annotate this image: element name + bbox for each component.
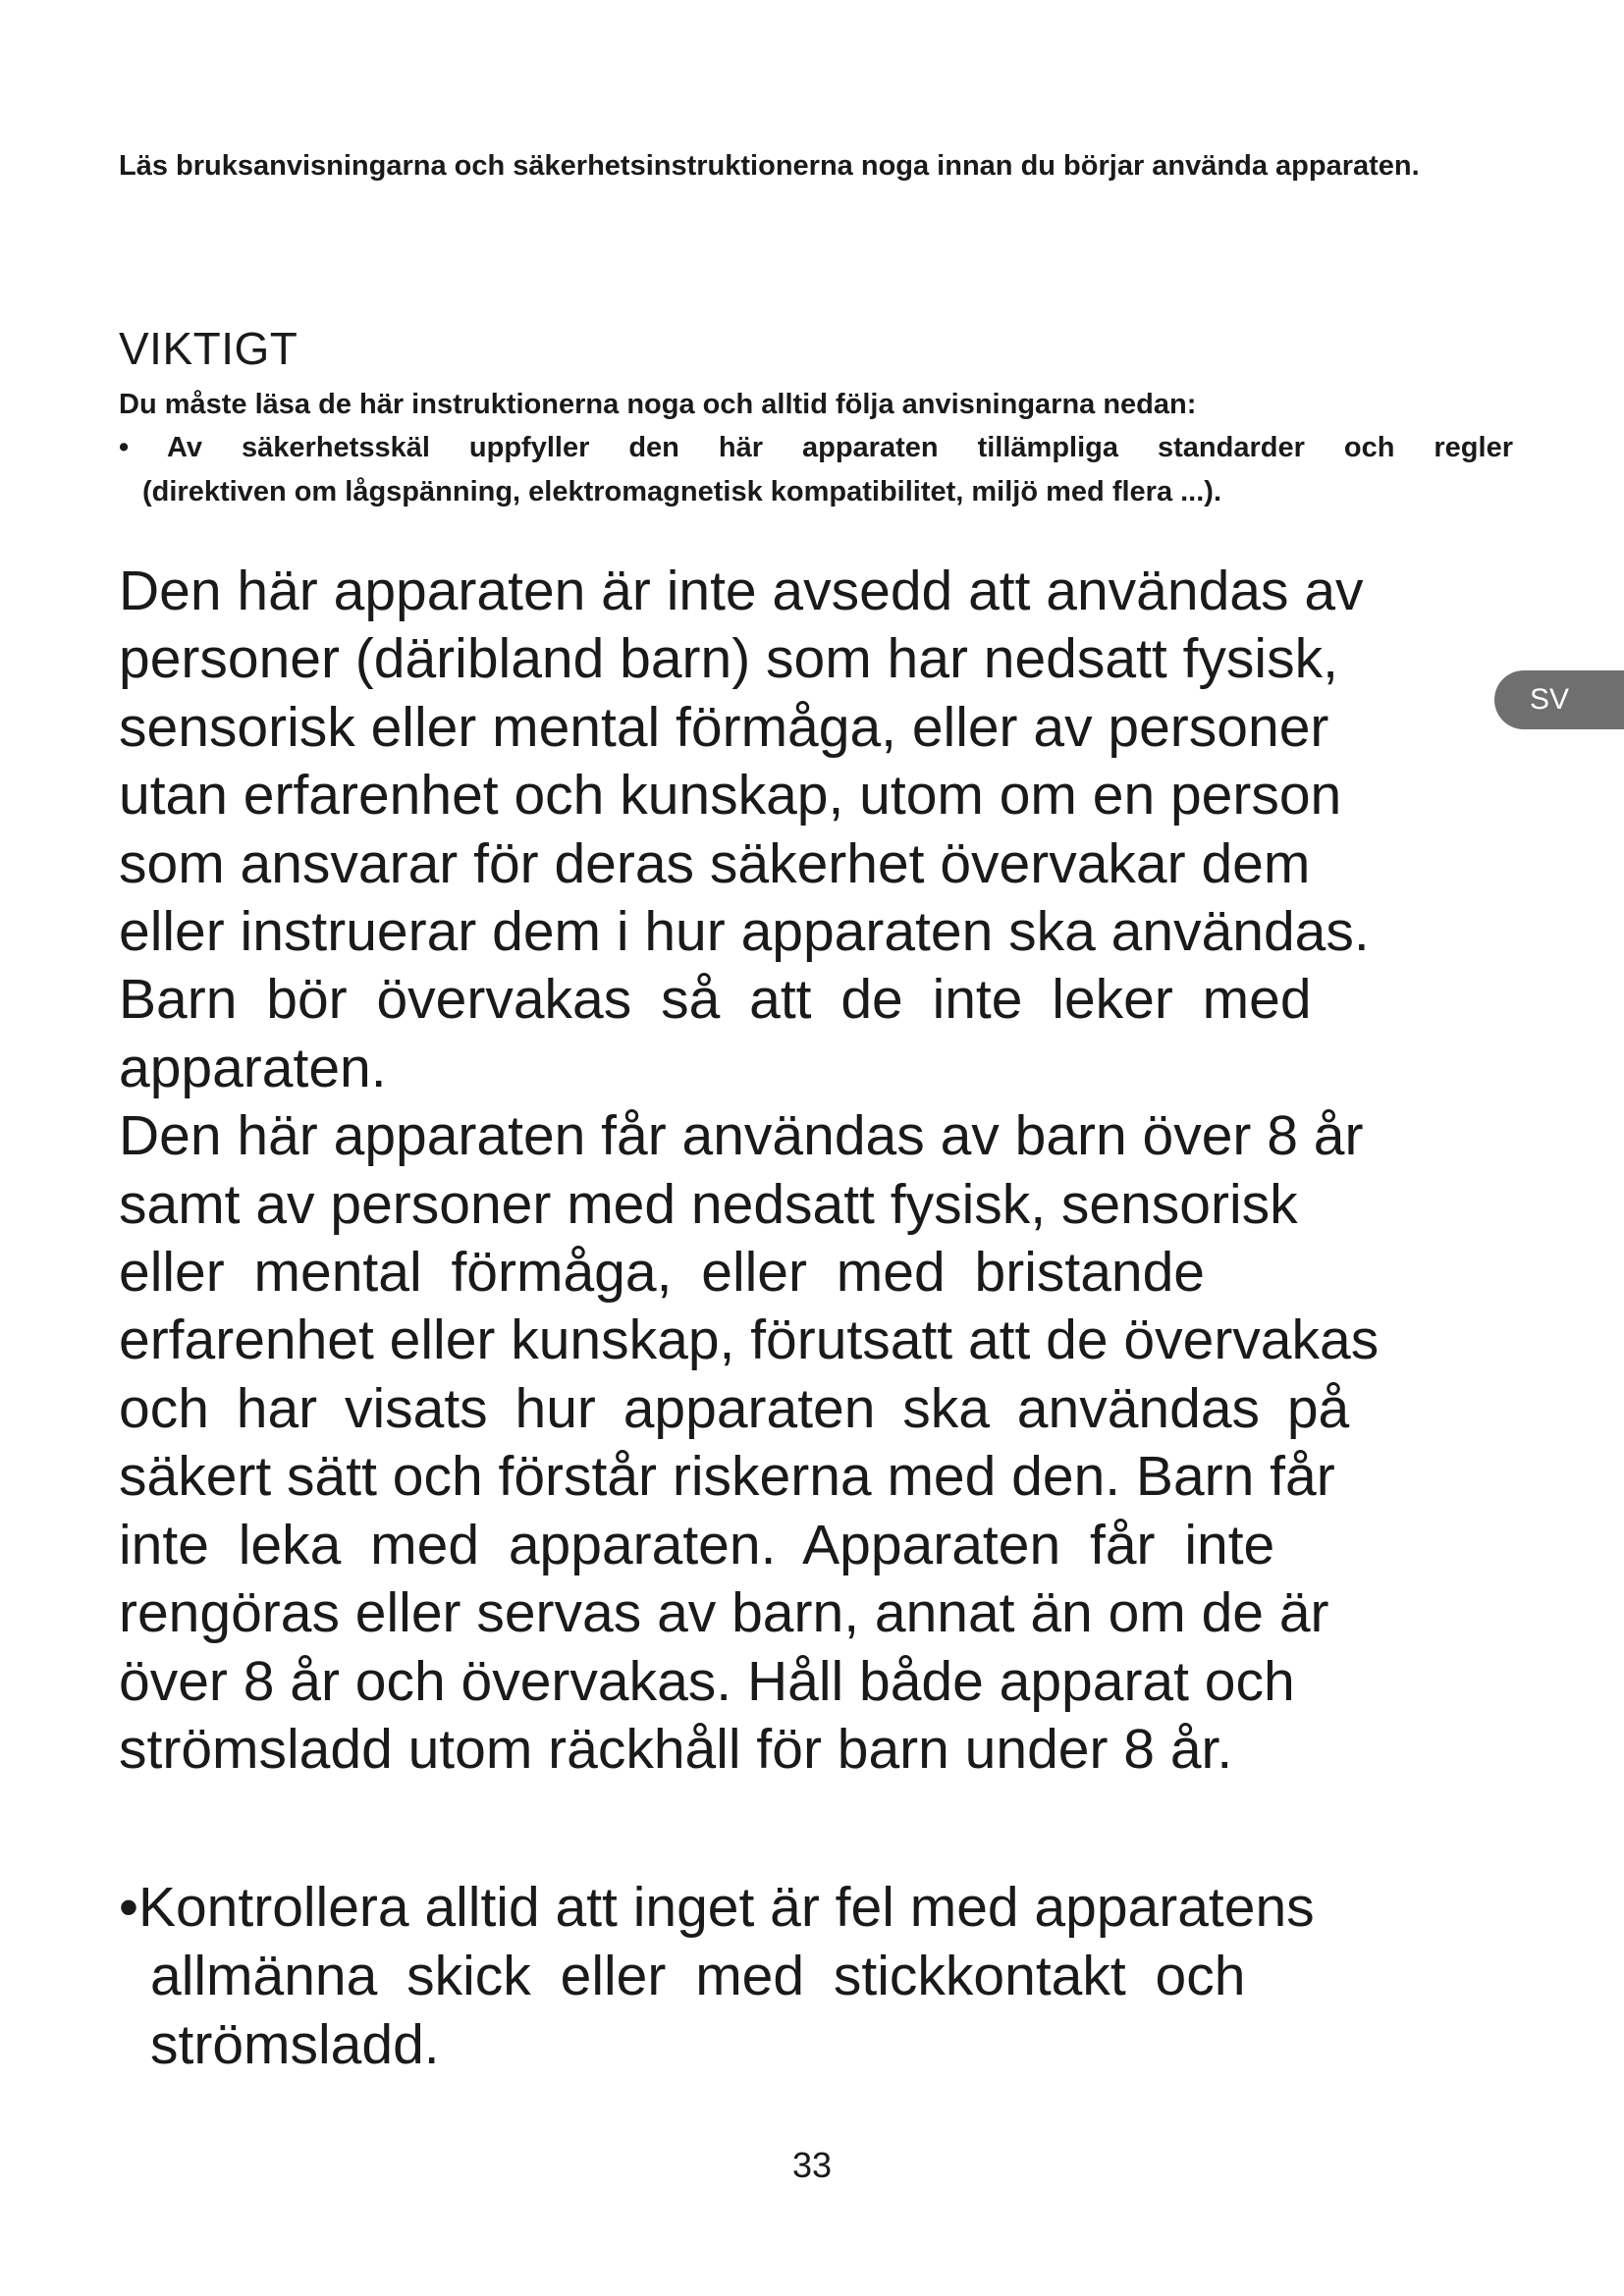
warning-line: som ansvarar för deras säkerhet övervakar dem	[119, 831, 1311, 895]
safety-standards-line-1: • Av säkerhetsskäl uppfyller den här apparaten tillämpliga standarder och regler	[119, 432, 1513, 463]
warning-line: samt av personer med nedsatt fysisk, sensorisk	[119, 1172, 1298, 1236]
warning-line: Den här apparaten är inte avsedd att användas av	[119, 560, 1364, 622]
warning-line: erfarenhet eller kunskap, förutsatt att de övervakas	[119, 1308, 1380, 1372]
warning-line: utan erfarenhet och kunskap, utom om en person	[119, 764, 1342, 828]
warning-line: över 8 år och övervakas. Håll både apparat och	[119, 1649, 1295, 1713]
warning-line: säkert sätt och förstår riskerna med den. Barn får	[119, 1445, 1335, 1509]
check-appliance-bullet	[119, 1873, 1493, 2079]
warning-line: och har visats hur apparaten ska användas på	[119, 1376, 1350, 1440]
warning-line: eller instruerar dem i hur apparaten ska användas.	[119, 900, 1370, 964]
check-bullet-line-1: •Kontrollera alltid att inget är fel med apparatens	[119, 1876, 1315, 1939]
check-bullet-line-2: allmänna skick eller med stickkontakt och	[150, 1945, 1246, 2007]
warning-line: Barn bör övervakas så att de inte leker med	[119, 968, 1312, 1032]
warning-line: personer (däribland barn) som har nedsatt fysisk,	[119, 627, 1338, 691]
language-tab: SV	[1494, 670, 1624, 729]
warning-line: eller mental förmåga, eller med bristande	[119, 1241, 1205, 1305]
warning-line: inte leka med apparaten. Apparaten får inte	[119, 1513, 1275, 1576]
important-heading: VIKTIGT	[119, 323, 298, 374]
warning-line: sensorisk eller mental förmåga, eller av personer	[119, 695, 1329, 759]
check-bullet-line-3: strömsladd.	[150, 2013, 440, 2076]
warning-line: rengöras eller servas av barn, annat än om de är	[119, 1581, 1329, 1645]
usage-warning-paragraph	[119, 558, 1533, 1784]
warning-line: Den här apparaten får användas av barn över 8 år	[119, 1104, 1364, 1168]
page-number: 33	[791, 2145, 833, 2185]
safety-standards-bullet	[119, 426, 1513, 514]
intro-instruction: Läs bruksanvisningarna och säkerhetsinstruktionerna noga innan du börjar använda apparaten.	[119, 150, 1420, 182]
warning-line: apparaten.	[119, 1036, 387, 1099]
warning-line: strömsladd utom räckhåll för barn under 8 år.	[119, 1717, 1233, 1781]
must-read-notice: Du måste läsa de här instruktionerna noga och alltid följa anvisningarna nedan:	[119, 389, 1197, 420]
safety-standards-line-2: (direktiven om lågspänning, elektromagnetisk kompatibilitet, miljö med flera ...).	[142, 476, 1222, 507]
